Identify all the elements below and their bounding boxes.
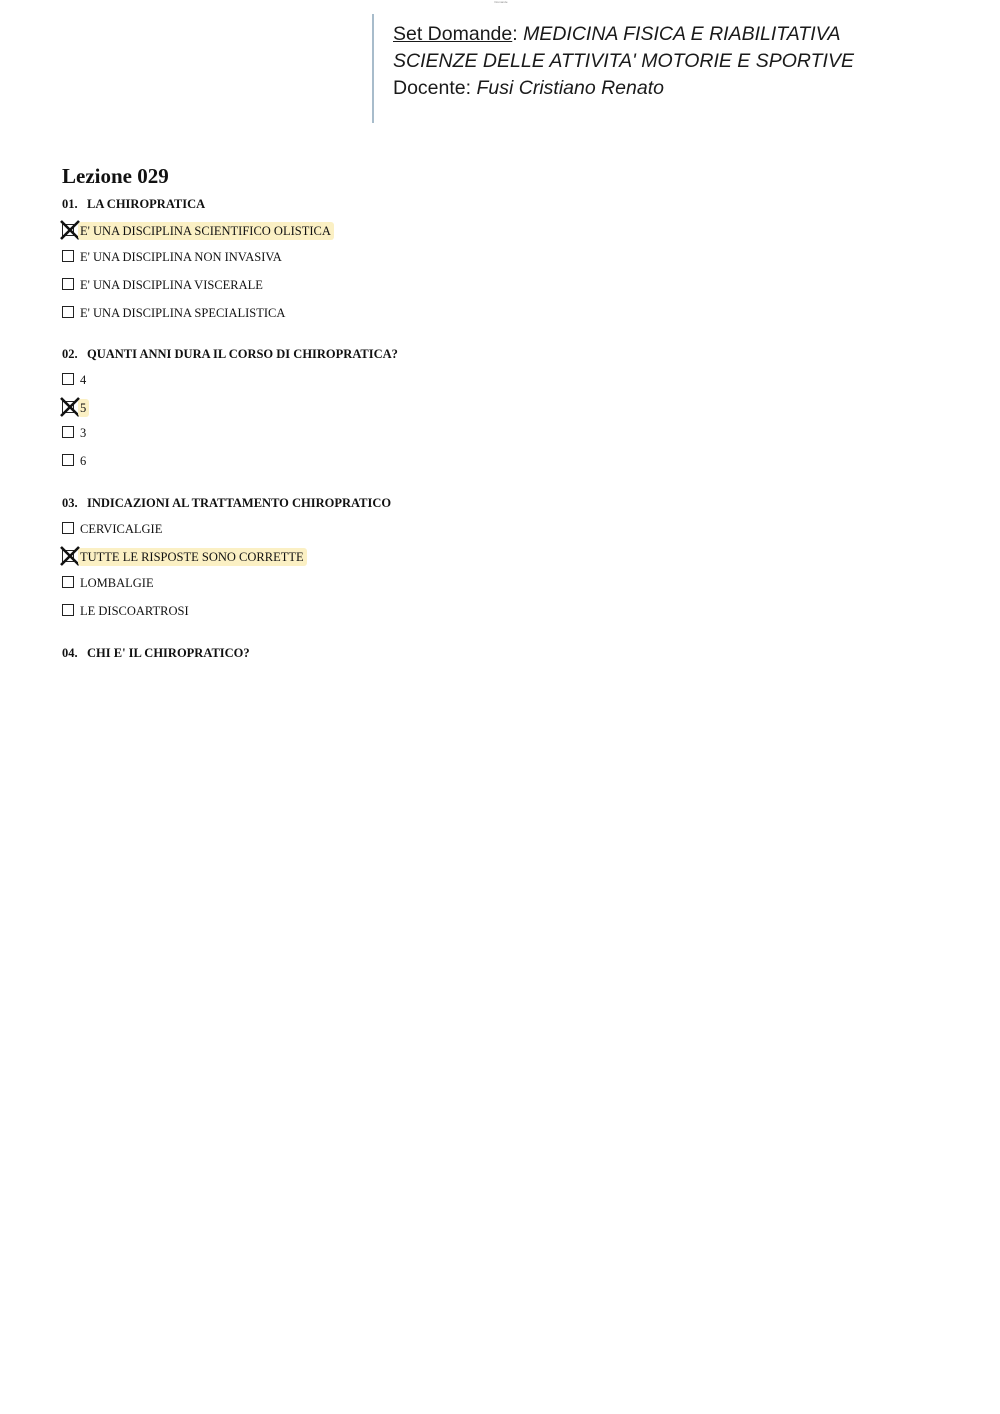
lesson-title: Lezione 029 (62, 164, 169, 188)
option-label: 6 (80, 454, 87, 468)
question-text: LA CHIROPRATICA (87, 197, 206, 211)
set-separator: : (512, 23, 518, 45)
question-01 (62, 196, 205, 212)
question-text: QUANTI ANNI DURA IL CORSO DI CHIROPRATICA? (87, 347, 398, 361)
teacher-label: Docente: (393, 77, 472, 99)
option-label: TUTTE LE RISPOSTE SONO CORRETTE (78, 548, 307, 566)
checkbox[interactable] (62, 306, 74, 318)
course-line-1 (393, 21, 854, 48)
option-label: E' UNA DISCIPLINA SPECIALISTICA (80, 306, 286, 320)
question-number: 01. (62, 197, 78, 211)
checkbox[interactable] (62, 278, 74, 290)
option-label: LE DISCOARTROSI (80, 604, 189, 618)
option-label: E' UNA DISCIPLINA NON INVASIVA (80, 250, 282, 264)
question-04 (62, 645, 250, 661)
question-number: 04. (62, 646, 78, 660)
question-text: INDICAZIONI AL TRATTAMENTO CHIROPRATICO (87, 496, 392, 510)
question-02 (62, 346, 398, 362)
page-top-mark: Domande (494, 0, 508, 4)
option-label: E' UNA DISCIPLINA VISCERALE (80, 278, 263, 292)
option-label: 4 (80, 373, 87, 387)
option-label: E' UNA DISCIPLINA SCIENTIFICO OLISTICA (78, 222, 334, 240)
checkbox[interactable] (62, 522, 74, 534)
checkbox[interactable] (62, 373, 74, 385)
teacher-name: Fusi Cristiano Renato (476, 77, 664, 99)
checkbox[interactable] (62, 576, 74, 588)
option-label: 5 (78, 399, 89, 417)
question-03 (62, 495, 391, 511)
question-text: CHI E' IL CHIROPRATICO? (87, 646, 250, 660)
option-label: CERVICALGIE (80, 522, 163, 536)
checkbox[interactable] (62, 454, 74, 466)
set-label: Set Domande (393, 23, 513, 45)
option-label: 3 (80, 426, 87, 440)
checkbox[interactable] (62, 604, 74, 616)
question-number: 03. (62, 496, 78, 510)
course-line-2: SCIENZE DELLE ATTIVITA' MOTORIE E SPORTIVE (393, 50, 854, 72)
question-number: 02. (62, 347, 78, 361)
teacher-line (393, 75, 854, 102)
option-label: LOMBALGIE (80, 576, 154, 590)
checkbox[interactable] (62, 426, 74, 438)
checkbox[interactable] (62, 250, 74, 262)
course-name: MEDICINA FISICA E RIABILITATIVA (523, 23, 841, 45)
document-header (372, 14, 854, 123)
